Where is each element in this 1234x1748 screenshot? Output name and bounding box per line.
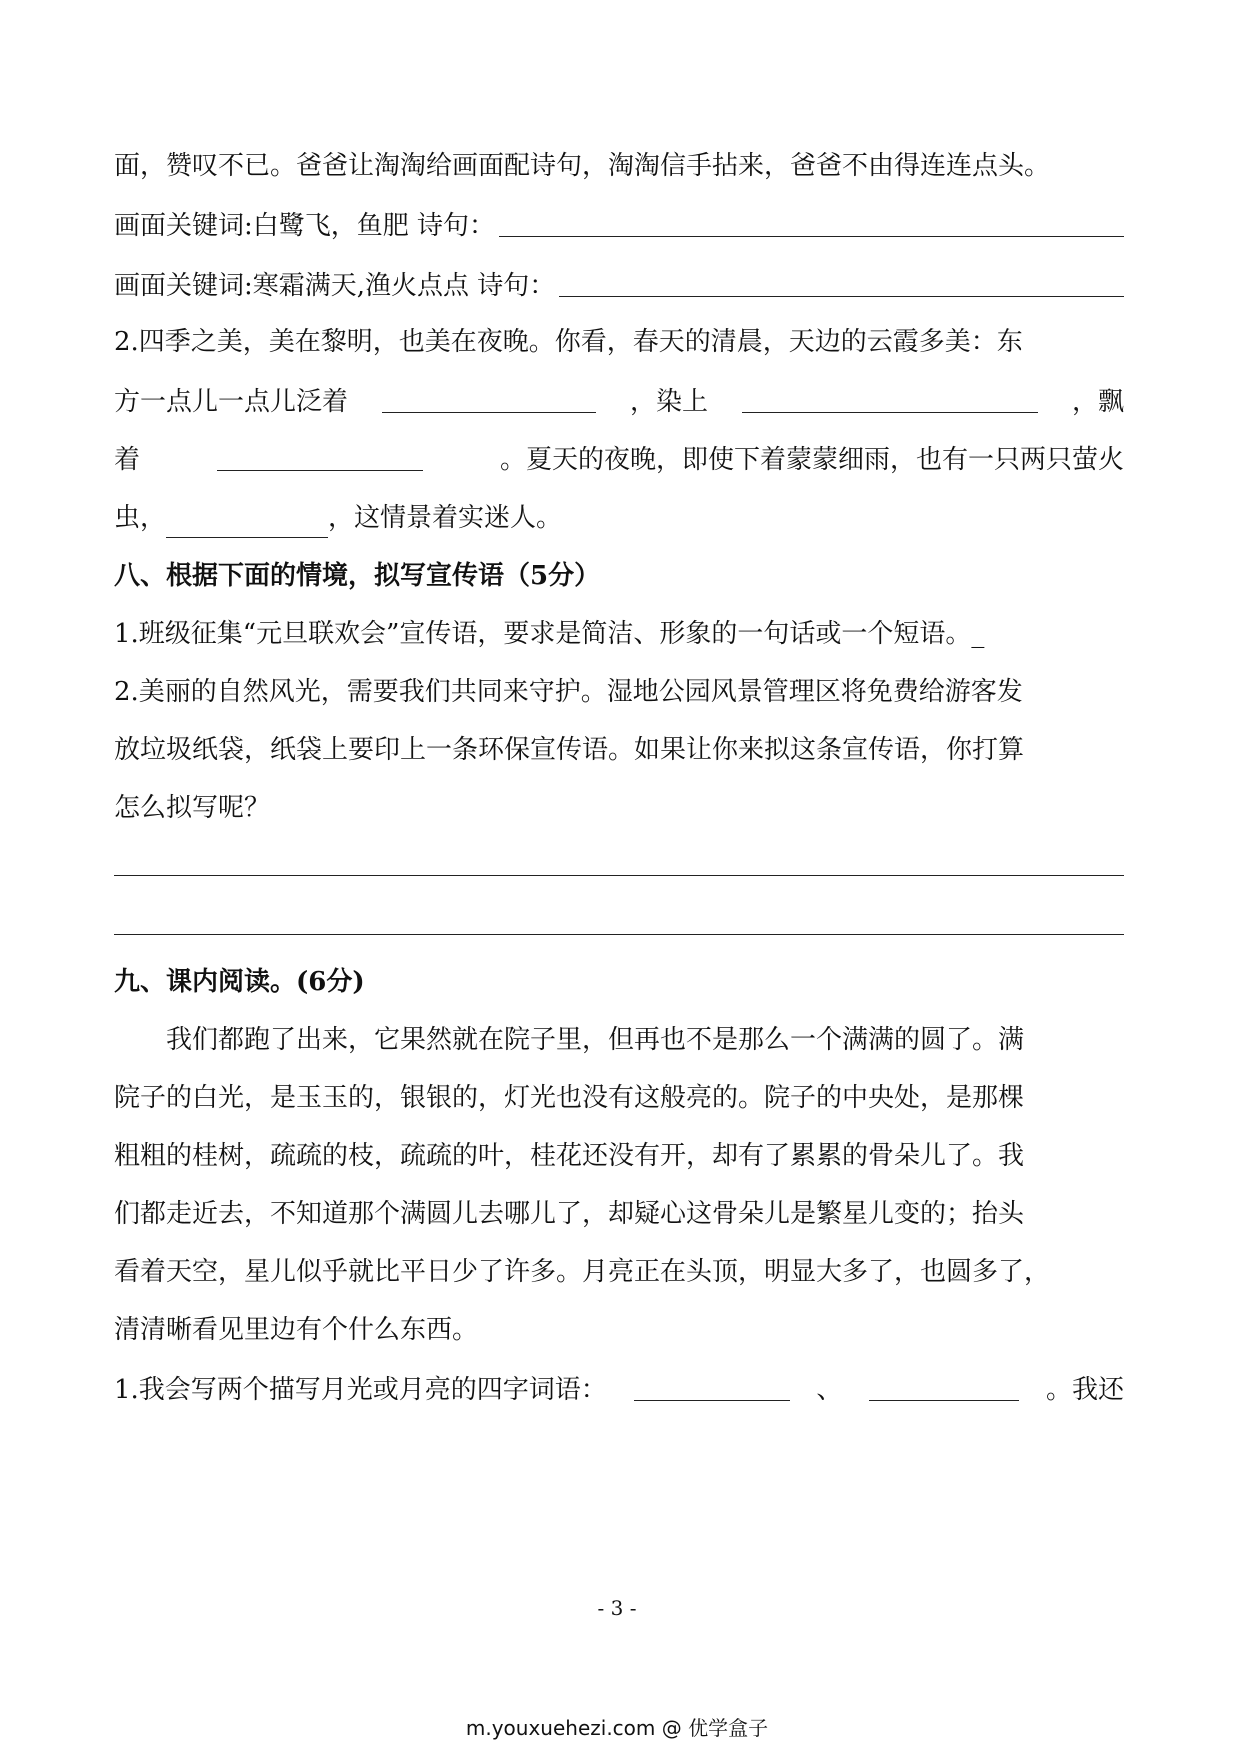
seasons-blank-1[interactable]	[382, 382, 596, 413]
section-8-question-2-line-2: 放垃圾纸袋，纸袋上要印上一条环保宣传语。如果让你来拟这条宣传语，你打算	[114, 735, 1025, 765]
intro-text: 面，赞叹不已。爸爸让淘淘给画面配诗句，淘淘信手拈来，爸爸不由得连连点头。	[114, 151, 1051, 181]
passage-line-2: 院子的白光，是玉玉的，银银的，灯光也没有这般亮的。院子的中央处，是那棵	[114, 1083, 1025, 1113]
poem-item-2-prompt: 画面关键词:寒霜满天,渔火点点 诗句：	[114, 271, 556, 301]
moon-word-blank-2[interactable]	[869, 1370, 1019, 1401]
seasons-question-line-2	[114, 382, 1124, 422]
seasons-text-d: 着	[114, 445, 141, 475]
watermark-footer: m.youxuehezi.com @ 优学盒子	[465, 1716, 769, 1740]
section-8-question-2-line-3: 怎么拟写呢？	[114, 793, 271, 823]
passage-line-5: 看着天空，星儿似乎就比平日少了许多。月亮正在头顶，明显大多了，也圆多了，	[114, 1257, 1051, 1287]
passage-line-6: 清清晰看见里边有个什么东西。	[114, 1315, 479, 1345]
moon-question-separator: 、	[816, 1375, 843, 1405]
section-9-question-1	[114, 1370, 1124, 1410]
seasons-text-c: ，飘	[1071, 387, 1124, 417]
poem-item-2-answer-blank[interactable]	[559, 266, 1124, 297]
poem-item-2	[114, 266, 1124, 306]
section-8-question-1: 1.班级征集“元旦联欢会”宣传语，要求是简洁、形象的一句话或一个短语。_	[114, 619, 985, 649]
answer-line-1[interactable]	[114, 875, 1124, 876]
moon-word-blank-1[interactable]	[634, 1370, 790, 1401]
section-8-heading: 八、根据下面的情境，拟写宣传语（5分）	[114, 561, 601, 591]
seasons-question-line-1: 2.四季之美，美在黎明，也美在夜晚。你看，春天的清晨，天边的云霞多美：东	[114, 327, 1023, 357]
seasons-blank-4[interactable]	[166, 507, 328, 538]
poem-item-1-prompt: 画面关键词:白鹭飞，鱼肥 诗句：	[114, 211, 496, 241]
seasons-question-line-3	[114, 440, 1124, 480]
passage-line-3: 粗粗的桂树，疏疏的枝，疏疏的叶，桂花还没有开，却有了累累的骨朵儿了。我	[114, 1141, 1025, 1171]
seasons-text-g: ，这情景着实迷人。	[328, 503, 563, 533]
section-9-heading: 九、课内阅读。(6分)	[114, 967, 365, 997]
moon-question-continuation: 。我还	[1045, 1375, 1124, 1405]
poem-item-1-answer-blank[interactable]	[499, 206, 1124, 237]
seasons-text-b: ，染上	[629, 387, 708, 417]
passage-line-1: 我们都跑了出来，它果然就在院子里，但再也不是那么一个满满的圆了。满	[166, 1025, 1025, 1055]
seasons-blank-2[interactable]	[742, 382, 1038, 413]
seasons-text-e: 。夏天的夜晚，即使下着蒙蒙细雨，也有一只两只萤火	[499, 445, 1124, 475]
poem-item-1	[114, 206, 1124, 246]
passage-line-4: 们都走近去，不知道那个满圆儿去哪儿了，却疑心这骨朵儿是繁星儿变的；抬头	[114, 1199, 1025, 1229]
page-number: - 3 -	[597, 1596, 637, 1620]
seasons-question-line-4	[114, 498, 1124, 538]
section-8-question-2-line-1: 2.美丽的自然风光，需要我们共同来守护。湿地公园风景管理区将免费给游客发	[114, 677, 1023, 707]
seasons-blank-3[interactable]	[217, 440, 423, 471]
seasons-text-a: 方一点儿一点儿泛着	[114, 387, 349, 417]
seasons-text-f: 虫，	[114, 503, 167, 533]
answer-line-2[interactable]	[114, 934, 1124, 935]
moon-question-text: 1.我会写两个描写月光或月亮的四字词语：	[114, 1375, 607, 1405]
